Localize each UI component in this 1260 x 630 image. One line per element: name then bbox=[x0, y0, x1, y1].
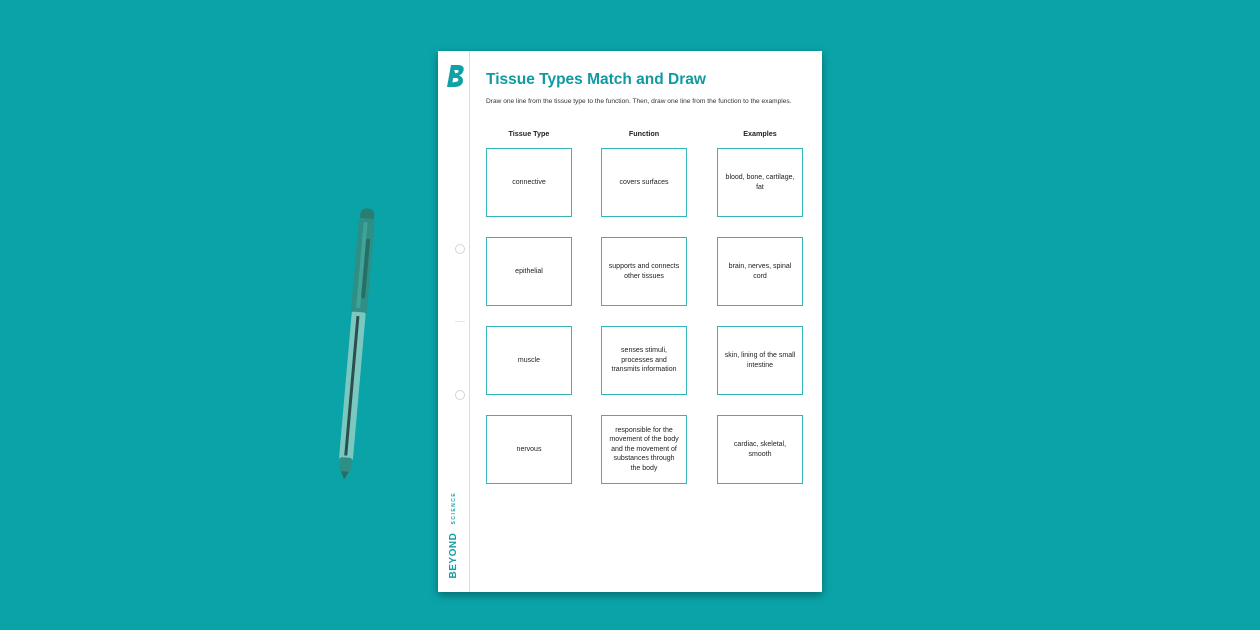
example-card: blood, bone, cartilage, fat bbox=[717, 148, 803, 217]
tissue-type-card: nervous bbox=[486, 415, 572, 484]
punch-hole bbox=[455, 244, 465, 254]
function-card: supports and connects other tissues bbox=[601, 237, 687, 306]
function-card: responsible for the movement of the body and the movement of substances through the body bbox=[601, 415, 687, 484]
example-card: brain, nerves, spinal cord bbox=[717, 237, 803, 306]
margin-line bbox=[469, 51, 470, 592]
function-card: covers surfaces bbox=[601, 148, 687, 217]
pen-icon bbox=[329, 207, 383, 481]
page-title: Tissue Types Match and Draw bbox=[486, 71, 706, 88]
column-header-function: Function bbox=[628, 129, 660, 138]
column-header-examples: Examples bbox=[743, 129, 777, 138]
brand-name: BEYOND bbox=[448, 532, 459, 578]
function-card: senses stimuli, processes and transmits information bbox=[601, 326, 687, 395]
brand-wordmark bbox=[445, 492, 463, 578]
column-header-tissue-type: Tissue Type bbox=[508, 129, 550, 138]
tissue-type-card: epithelial bbox=[486, 237, 572, 306]
tissue-type-card: connective bbox=[486, 148, 572, 217]
tissue-type-card: muscle bbox=[486, 326, 572, 395]
example-card: cardiac, skeletal, smooth bbox=[717, 415, 803, 484]
example-card: skin, lining of the small intestine bbox=[717, 326, 803, 395]
fold-mark bbox=[455, 321, 465, 322]
punch-hole bbox=[455, 390, 465, 400]
instructions-text: Draw one line from the tissue type to the function. Then, draw one line from the function to the examples. bbox=[486, 98, 792, 105]
worksheet-page bbox=[438, 51, 822, 592]
beyond-logo-icon bbox=[446, 64, 466, 88]
brand-sub: SCIENCE bbox=[451, 491, 457, 525]
